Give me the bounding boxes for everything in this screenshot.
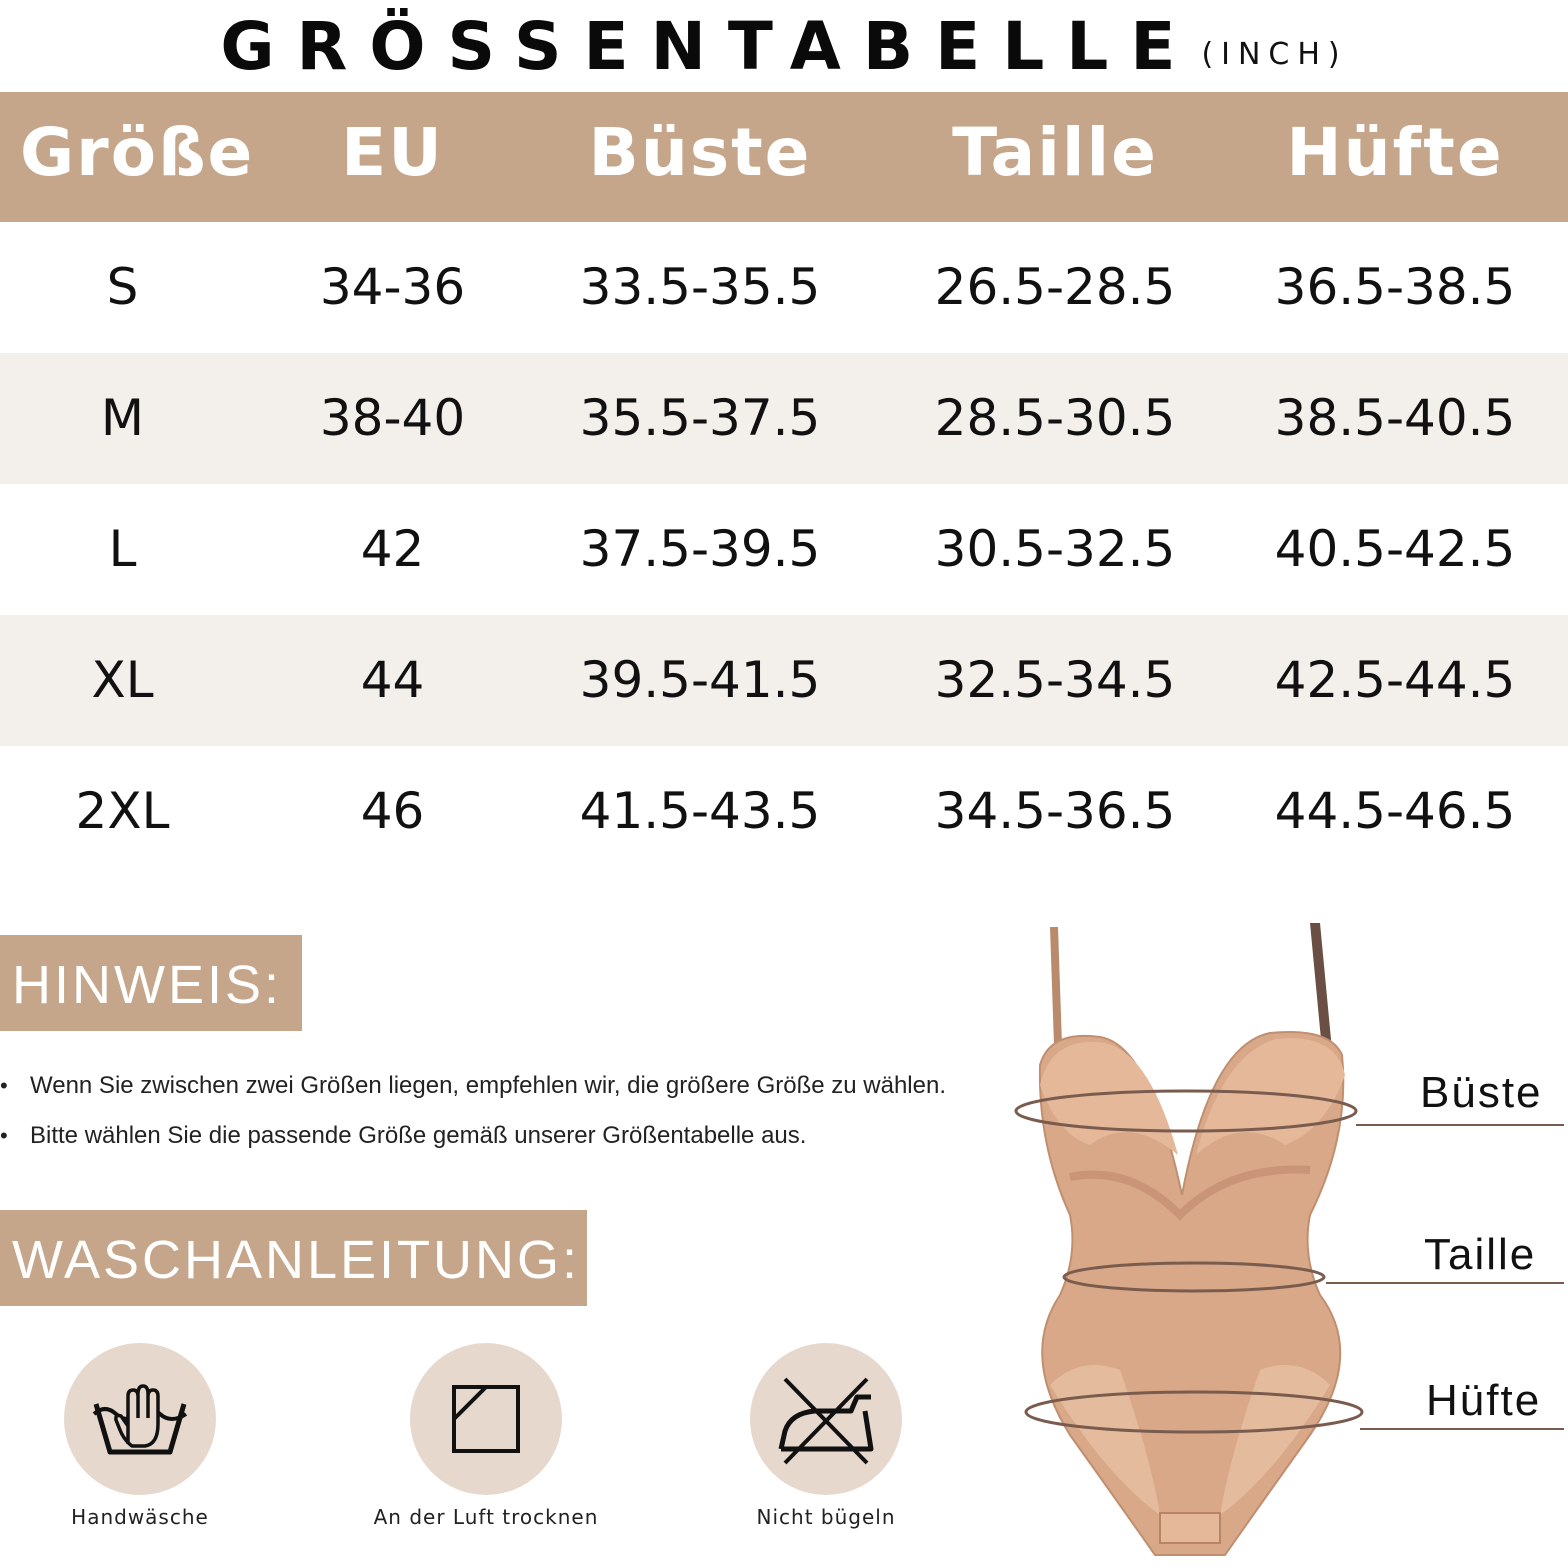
cell-waist: 28.5-30.5	[934, 389, 1176, 447]
title-text: GRÖSSENTABELLE	[220, 7, 1198, 85]
hip-label: Hüfte	[1426, 1376, 1542, 1425]
cell-size: M	[100, 389, 145, 447]
hinweis-label: HINWEIS:	[0, 935, 302, 1031]
cell-waist: 30.5-32.5	[934, 520, 1176, 578]
cell-waist: 32.5-34.5	[934, 651, 1176, 709]
no-iron-icon	[750, 1343, 902, 1495]
header-eu: EU	[341, 114, 444, 191]
cell-waist: 34.5-36.5	[934, 782, 1176, 840]
care-label: Handwäsche	[71, 1505, 209, 1529]
cell-bust: 39.5-41.5	[579, 651, 821, 709]
care-label: Nicht bügeln	[756, 1505, 896, 1529]
waist-label: Taille	[1424, 1230, 1537, 1279]
waist-line	[1326, 1282, 1564, 1284]
hip-line	[1360, 1428, 1564, 1430]
cell-hip: 40.5-42.5	[1274, 520, 1516, 578]
table-row	[0, 746, 1568, 877]
table-row	[0, 222, 1568, 353]
cell-eu: 34-36	[319, 258, 466, 316]
cell-bust: 37.5-39.5	[579, 520, 821, 578]
air-dry-icon	[410, 1343, 562, 1495]
care-item-hand-wash	[10, 1343, 270, 1529]
cell-eu: 44	[360, 651, 425, 709]
note-item	[0, 1072, 946, 1100]
cell-waist: 26.5-28.5	[934, 258, 1176, 316]
title-unit: (INCH)	[1201, 37, 1348, 72]
hand-wash-icon	[64, 1343, 216, 1495]
bust-label: Büste	[1420, 1068, 1543, 1117]
table-header	[0, 92, 1568, 222]
table-row	[0, 615, 1568, 746]
cell-hip: 44.5-46.5	[1274, 782, 1516, 840]
note-item	[0, 1122, 806, 1150]
care-label: An der Luft trocknen	[373, 1505, 599, 1529]
header-waist: Taille	[952, 114, 1158, 191]
cell-eu: 38-40	[319, 389, 466, 447]
cell-eu: 42	[360, 520, 425, 578]
cell-bust: 35.5-37.5	[579, 389, 821, 447]
cell-size: L	[108, 520, 137, 578]
cell-hip: 36.5-38.5	[1274, 258, 1516, 316]
note-text: Wenn Sie zwischen zwei Größen liegen, empfehlen wir, die größere Größe zu wählen.	[30, 1072, 946, 1099]
table-row	[0, 353, 1568, 484]
cell-bust: 33.5-35.5	[579, 258, 821, 316]
bodysuit-illustration	[1010, 915, 1370, 1565]
left-strap	[1050, 927, 1062, 1045]
care-item-no-iron	[696, 1343, 956, 1529]
cell-hip: 38.5-40.5	[1274, 389, 1516, 447]
header-bust: Büste	[588, 114, 812, 191]
bullet-icon: •	[0, 1123, 8, 1148]
care-item-air-dry	[356, 1343, 616, 1529]
bullet-icon: •	[0, 1073, 8, 1098]
right-strap	[1310, 923, 1332, 1050]
cell-size: S	[106, 258, 139, 316]
header-hip: Hüfte	[1286, 114, 1504, 191]
hook-closure	[1160, 1513, 1220, 1543]
header-size: Größe	[20, 114, 255, 191]
wash-label: WASCHANLEITUNG:	[0, 1210, 587, 1306]
page-title	[0, 0, 1568, 92]
cell-size: XL	[91, 651, 154, 709]
cell-size: 2XL	[75, 782, 170, 840]
cell-hip: 42.5-44.5	[1274, 651, 1516, 709]
cell-eu: 46	[360, 782, 425, 840]
cell-bust: 41.5-43.5	[579, 782, 821, 840]
bust-line	[1356, 1124, 1564, 1126]
table-row	[0, 484, 1568, 615]
note-text: Bitte wählen Sie die passende Größe gemäß unserer Größentabelle aus.	[30, 1122, 807, 1149]
